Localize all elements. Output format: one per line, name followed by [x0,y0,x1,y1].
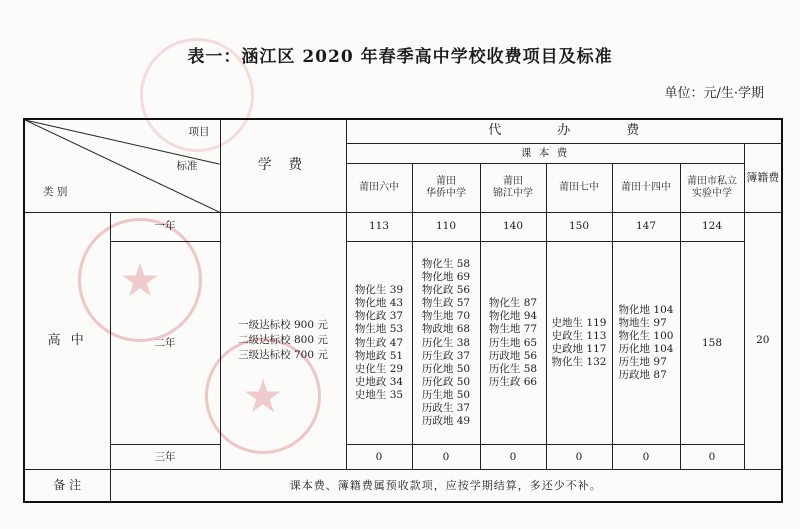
school-header: 莆田十四中 [612,164,680,213]
grade3-fee: 0 [546,445,612,469]
register-fee-value: 20 [744,213,782,470]
grade2-fee-list-school2: 物化生 58 物化地 69 物化政 56 物生政 57 物生地 70 物政地 68 历化生 38 历生政 37 历化地 50 历化政 50 历生地 50 历政生 37 历政地 49 [412,241,480,445]
grade3-fee: 0 [480,445,546,469]
grade-3-label: 三年 [110,445,220,469]
corner-category-label: 类 别 [43,186,68,198]
grade1-fee: 140 [480,213,546,242]
grade-2-label: 二年 [110,241,220,445]
grade3-fee: 0 [346,445,412,469]
header-textbook: 课 本 费 [346,143,744,163]
grade1-fee: 110 [412,213,480,242]
fee-table [23,118,783,503]
grade2-fee-school6: 158 [680,241,744,445]
header-tuition: 学 费 [220,119,346,213]
corner-item-label: 项目 [188,126,210,138]
grade3-fee: 0 [680,445,744,469]
tuition-cell: 一级达标校 900 元 二级达标校 800 元 三级达标校 700 元 [220,213,346,470]
school-header: 莆田 华侨中学 [412,164,480,213]
grade1-fee: 150 [546,213,612,242]
grade2-fee-list-school5: 物化地 104 物地生 97 物化生 100 历化地 104 历生地 97 历政地 87 [612,241,680,445]
header-corner-cell [24,119,220,213]
page-title: 表一：涵江区 2020 年春季高中学校收费项目及标准 [187,47,613,67]
grade1-fee: 147 [612,213,680,242]
grade3-fee: 0 [412,445,480,469]
header-daiban: 代 办 费 [346,119,782,143]
grade1-fee: 124 [680,213,744,242]
remarks-text: 课本费、簿籍费属预收款项，应按学期结算，多还少不补。 [110,469,782,502]
category-high-school: 高 中 [24,213,110,470]
stamp-star-icon: ★ [119,253,161,307]
school-header: 莆田六中 [346,164,412,213]
school-header: 莆田市私立 实验中学 [680,164,744,213]
school-header: 莆田 锦江中学 [480,164,546,213]
header-register-fee: 簿籍费 [744,143,782,212]
grade2-fee-list-school4: 史地生 119 史政生 113 史政地 117 物化生 132 [546,241,612,445]
school-header: 莆田七中 [546,164,612,213]
grade3-fee: 0 [612,445,680,469]
stamp-star-icon: ★ [242,369,284,423]
grade2-fee-list-school3: 物化生 87 物化地 94 物生地 77 历生地 65 历政地 56 历化生 58 历生政 66 [480,241,546,445]
remarks-label: 备 注 [24,469,110,502]
grade-1-label: 一年 [110,213,220,242]
grade1-fee: 113 [346,213,412,242]
unit-label: 单位：元/生·学期 [664,86,764,101]
grade2-fee-list-school1: 物化生 39 物化地 43 物化政 37 物生地 53 物生政 47 物地政 51 史化生 29 史地政 34 史地生 35 [346,241,412,445]
corner-standard-label: 标准 [176,160,198,172]
